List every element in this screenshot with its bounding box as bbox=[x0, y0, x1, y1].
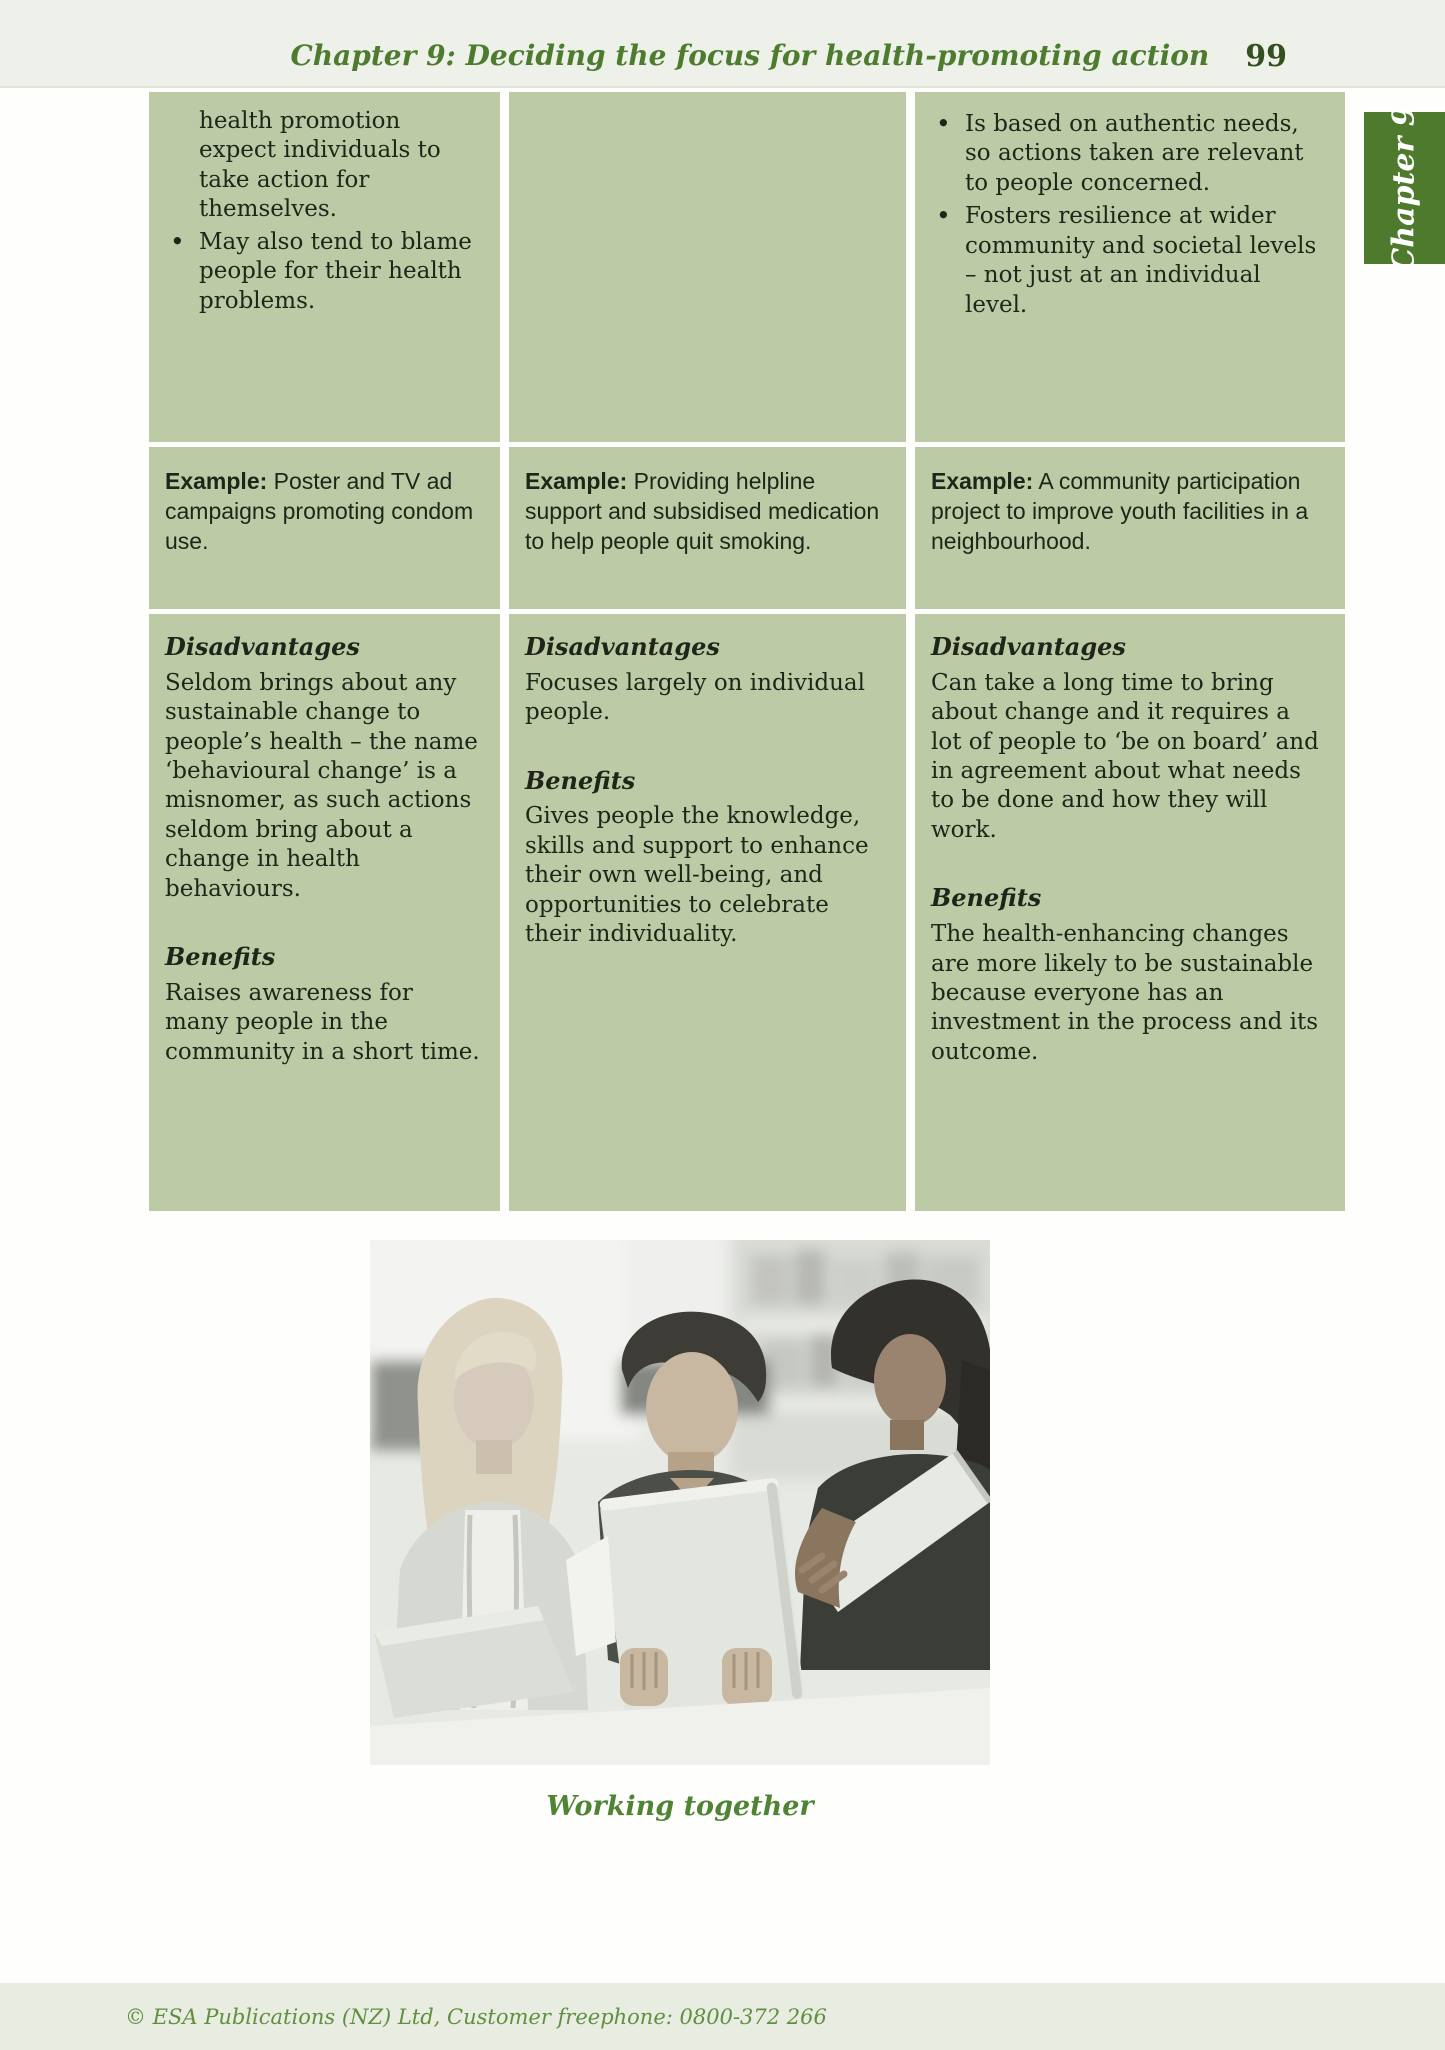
figure-working-together bbox=[370, 1240, 990, 1822]
cell-detail-behavioural-change bbox=[149, 614, 500, 1211]
benefits-text: The health-enhancing changes are more likely to be sustainable because everyone has an investment in the process and its outcome. bbox=[931, 921, 1319, 1065]
benefits-heading: Benefits bbox=[931, 883, 1042, 913]
disadvantages-text: Can take a long time to bring about change and it requires a lot of people to ‘be on board’ and in agreement about what needs to be done and how they will work. bbox=[931, 669, 1319, 843]
page-header bbox=[0, 0, 1445, 88]
bullet-item: • Is based on authentic needs, so actions taken are relevant to people concerned. bbox=[931, 110, 1327, 198]
chapter-tab bbox=[1364, 104, 1445, 272]
benefits-text: Raises awareness for many people in the community in a short time. bbox=[165, 979, 480, 1065]
cell-intro-community-action bbox=[915, 92, 1345, 442]
example-paragraph bbox=[525, 461, 888, 557]
page-footer bbox=[0, 1983, 1445, 2050]
benefits-text: Gives people the knowledge, skills and support to enhance their own well-being, and opportunities to celebrate their individuality. bbox=[525, 803, 869, 948]
working-together-photo bbox=[370, 1240, 990, 1765]
disadvantages-heading: Disadvantages bbox=[525, 632, 720, 661]
disadvantages-heading: Disadvantages bbox=[165, 632, 360, 661]
page-number: 99 bbox=[1245, 39, 1287, 74]
chapter-header-title: Chapter 9: Deciding the focus for health-promoting action bbox=[290, 39, 1210, 72]
cell-detail-self-empowerment bbox=[509, 614, 906, 1211]
comparison-table bbox=[149, 92, 1345, 1211]
example-paragraph bbox=[931, 461, 1327, 557]
example-label: Example: bbox=[931, 468, 1034, 494]
cell-example-behavioural-change bbox=[149, 447, 500, 609]
cell-intro-behavioural-change bbox=[149, 92, 500, 442]
footer-copyright-text: © ESA Publications (NZ) Ltd, Customer freephone: 0800-372 266 bbox=[125, 2004, 827, 2029]
bullet-item: • May also tend to blame people for their health problems. bbox=[165, 228, 482, 316]
disadvantages-heading: Disadvantages bbox=[931, 632, 1126, 661]
chapter-tab-label: Chapter 9 bbox=[1387, 104, 1423, 272]
example-label: Example: bbox=[525, 468, 628, 494]
benefits-heading: Benefits bbox=[525, 765, 636, 795]
bullet-item: • Fosters resilience at wider community and societal levels – not just at an individual level. bbox=[931, 202, 1327, 320]
cell-intro-empty bbox=[509, 92, 906, 442]
cell-detail-community-action bbox=[915, 614, 1345, 1211]
figure-caption: Working together bbox=[546, 1791, 814, 1822]
example-text: Poster and TV ad campaigns promoting condom use. bbox=[165, 468, 474, 554]
bullet-continuation: health promotion expect individuals to take action for themselves. bbox=[199, 108, 441, 223]
example-text: Providing helpline support and subsidised medication to help people quit smoking. bbox=[525, 468, 880, 554]
cell-example-self-empowerment bbox=[509, 447, 906, 609]
benefits-heading: Benefits bbox=[165, 942, 276, 972]
example-paragraph bbox=[165, 461, 482, 557]
disadvantages-text: Seldom brings about any sustainable change to people’s health – the name ‘behavioural change’ is a misnomer, as such actions seldom bring about a change in health behaviours. bbox=[165, 669, 478, 902]
example-text: A community participation project to improve youth facilities in a neighbourhood. bbox=[931, 468, 1309, 554]
cell-example-community-action bbox=[915, 447, 1345, 609]
example-label: Example: bbox=[165, 468, 268, 494]
disadvantages-text: Focuses largely on individual people. bbox=[525, 669, 866, 726]
